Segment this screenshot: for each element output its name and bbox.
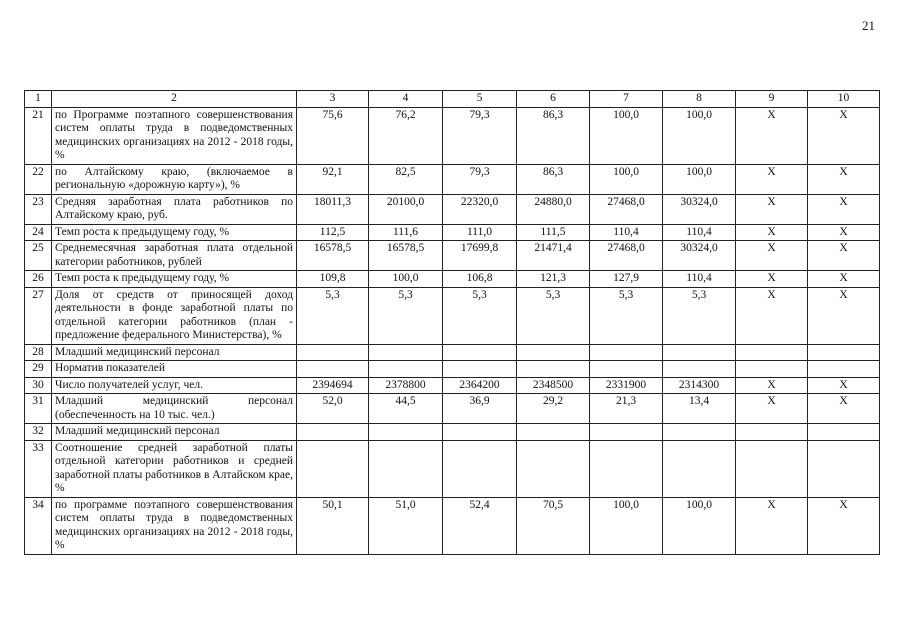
value-cell: 100,0	[663, 164, 736, 194]
value-cell: Х	[808, 271, 880, 288]
value-cell	[369, 344, 443, 361]
value-cell: 82,5	[369, 164, 443, 194]
table-row	[25, 440, 880, 497]
row-label: Темп роста к предыдущему году, %	[52, 224, 297, 241]
row-label: Младший медицинский персонал	[52, 424, 297, 441]
row-number: 24	[25, 224, 52, 241]
value-cell: 50,1	[297, 497, 369, 554]
value-cell	[517, 344, 590, 361]
value-cell: 52,0	[297, 394, 369, 424]
value-cell: 127,9	[590, 271, 663, 288]
value-cell	[297, 344, 369, 361]
value-cell: Х	[736, 287, 808, 344]
value-cell: 5,3	[517, 287, 590, 344]
row-label: Норматив показателей	[52, 361, 297, 378]
header-cell: 1	[25, 91, 52, 108]
row-number: 33	[25, 440, 52, 497]
row-number: 29	[25, 361, 52, 378]
table-row	[25, 361, 880, 378]
header-cell: 2	[52, 91, 297, 108]
table-row	[25, 107, 880, 164]
table-row	[25, 164, 880, 194]
header-cell: 5	[443, 91, 517, 108]
value-cell	[808, 361, 880, 378]
table-row	[25, 424, 880, 441]
page-number: 21	[862, 18, 875, 33]
value-cell: 100,0	[590, 497, 663, 554]
row-number: 34	[25, 497, 52, 554]
value-cell: 92,1	[297, 164, 369, 194]
value-cell: 18011,3	[297, 194, 369, 224]
value-cell: 2364200	[443, 377, 517, 394]
value-cell: 109,8	[297, 271, 369, 288]
value-cell: 2331900	[590, 377, 663, 394]
value-cell	[590, 440, 663, 497]
value-cell: Х	[736, 241, 808, 271]
header-cell: 10	[808, 91, 880, 108]
header-cell: 4	[369, 91, 443, 108]
value-cell: 5,3	[663, 287, 736, 344]
value-cell: Х	[808, 497, 880, 554]
value-cell	[663, 344, 736, 361]
table-row	[25, 377, 880, 394]
table-row	[25, 241, 880, 271]
table-row	[25, 194, 880, 224]
header-cell: 7	[590, 91, 663, 108]
row-number: 31	[25, 394, 52, 424]
row-number: 21	[25, 107, 52, 164]
table-row	[25, 271, 880, 288]
row-label: по Алтайскому краю, (включаемое в региональную «дорожную карту»), %	[52, 164, 297, 194]
value-cell: 51,0	[369, 497, 443, 554]
value-cell: 2378800	[369, 377, 443, 394]
value-cell	[808, 344, 880, 361]
value-cell: 20100,0	[369, 194, 443, 224]
value-cell	[736, 361, 808, 378]
row-label: Число получателей услуг, чел.	[52, 377, 297, 394]
row-number: 32	[25, 424, 52, 441]
value-cell	[808, 440, 880, 497]
value-cell: Х	[736, 271, 808, 288]
value-cell: 86,3	[517, 164, 590, 194]
row-label: Младший медицинский персонал	[52, 344, 297, 361]
value-cell: 27468,0	[590, 194, 663, 224]
value-cell: 100,0	[369, 271, 443, 288]
value-cell: Х	[808, 394, 880, 424]
value-cell: 112,5	[297, 224, 369, 241]
value-cell	[297, 440, 369, 497]
value-cell: 76,2	[369, 107, 443, 164]
table-row	[25, 344, 880, 361]
value-cell: Х	[736, 107, 808, 164]
value-cell: 21,3	[590, 394, 663, 424]
value-cell: 79,3	[443, 164, 517, 194]
header-row	[25, 91, 880, 108]
row-number: 30	[25, 377, 52, 394]
value-cell: Х	[736, 394, 808, 424]
value-cell	[443, 361, 517, 378]
header-cell: 8	[663, 91, 736, 108]
value-cell: 100,0	[590, 164, 663, 194]
value-cell: 27468,0	[590, 241, 663, 271]
value-cell	[736, 424, 808, 441]
value-cell: 100,0	[663, 497, 736, 554]
value-cell: Х	[808, 287, 880, 344]
value-cell: 5,3	[590, 287, 663, 344]
value-cell: 2394694	[297, 377, 369, 394]
value-cell: Х	[808, 377, 880, 394]
value-cell: 111,0	[443, 224, 517, 241]
value-cell: 13,4	[663, 394, 736, 424]
value-cell	[369, 361, 443, 378]
value-cell: 100,0	[590, 107, 663, 164]
value-cell: Х	[808, 107, 880, 164]
header-cell: 9	[736, 91, 808, 108]
row-number: 27	[25, 287, 52, 344]
table-row	[25, 224, 880, 241]
value-cell: 86,3	[517, 107, 590, 164]
value-cell: 30324,0	[663, 194, 736, 224]
value-cell	[590, 361, 663, 378]
value-cell: 111,5	[517, 224, 590, 241]
value-cell: 16578,5	[369, 241, 443, 271]
value-cell: Х	[736, 164, 808, 194]
value-cell: 21471,4	[517, 241, 590, 271]
value-cell	[443, 440, 517, 497]
value-cell: Х	[736, 224, 808, 241]
value-cell: 52,4	[443, 497, 517, 554]
value-cell: 5,3	[369, 287, 443, 344]
row-label: Младший медицинский персонал (обеспеченность на 10 тыс. чел.)	[52, 394, 297, 424]
value-cell	[663, 440, 736, 497]
row-label: Средняя заработная плата работников по Алтайскому краю, руб.	[52, 194, 297, 224]
value-cell	[297, 424, 369, 441]
row-label: Среднемесячная заработная плата отдельной категории работников, рублей	[52, 241, 297, 271]
value-cell	[663, 424, 736, 441]
value-cell: 70,5	[517, 497, 590, 554]
row-number: 22	[25, 164, 52, 194]
value-cell	[369, 440, 443, 497]
value-cell: 2348500	[517, 377, 590, 394]
value-cell	[808, 424, 880, 441]
value-cell: 121,3	[517, 271, 590, 288]
row-number: 28	[25, 344, 52, 361]
row-label: Темп роста к предыдущему году, %	[52, 271, 297, 288]
value-cell: 30324,0	[663, 241, 736, 271]
value-cell	[590, 424, 663, 441]
value-cell: 36,9	[443, 394, 517, 424]
value-cell	[443, 424, 517, 441]
value-cell: 79,3	[443, 107, 517, 164]
row-number: 25	[25, 241, 52, 271]
row-label: Соотношение средней заработной платы отдельной категории работников и средней заработной платы работников в Алтайском крае, %	[52, 440, 297, 497]
value-cell: 110,4	[590, 224, 663, 241]
value-cell: 110,4	[663, 224, 736, 241]
value-cell	[517, 361, 590, 378]
value-cell	[736, 440, 808, 497]
value-cell	[443, 344, 517, 361]
value-cell: 106,8	[443, 271, 517, 288]
value-cell: 5,3	[297, 287, 369, 344]
row-label: по Программе поэтапного совершенствования систем оплаты труда в подведомственных медицинских организациях на 2012 - 2018 годы, %	[52, 107, 297, 164]
value-cell: 24880,0	[517, 194, 590, 224]
table-row	[25, 394, 880, 424]
data-table	[24, 90, 880, 555]
value-cell: 22320,0	[443, 194, 517, 224]
value-cell: 2314300	[663, 377, 736, 394]
row-number: 23	[25, 194, 52, 224]
value-cell: Х	[736, 497, 808, 554]
value-cell: 16578,5	[297, 241, 369, 271]
value-cell: Х	[808, 241, 880, 271]
header-cell: 3	[297, 91, 369, 108]
value-cell	[736, 344, 808, 361]
value-cell: Х	[808, 194, 880, 224]
value-cell	[590, 344, 663, 361]
value-cell: 29,2	[517, 394, 590, 424]
value-cell: 17699,8	[443, 241, 517, 271]
value-cell: 111,6	[369, 224, 443, 241]
value-cell	[663, 361, 736, 378]
value-cell: Х	[808, 164, 880, 194]
value-cell: Х	[736, 194, 808, 224]
value-cell: 75,6	[297, 107, 369, 164]
table-row	[25, 497, 880, 554]
value-cell	[297, 361, 369, 378]
value-cell	[517, 424, 590, 441]
value-cell: 5,3	[443, 287, 517, 344]
row-label: Доля от средств от приносящей доход деятельности в фонде заработной платы по отдельной категории работников (план - предложение федерального Министерства), %	[52, 287, 297, 344]
value-cell: Х	[808, 224, 880, 241]
value-cell: 44,5	[369, 394, 443, 424]
value-cell	[369, 424, 443, 441]
header-cell: 6	[517, 91, 590, 108]
table-row	[25, 287, 880, 344]
value-cell: 110,4	[663, 271, 736, 288]
value-cell	[517, 440, 590, 497]
value-cell: 100,0	[663, 107, 736, 164]
row-number: 26	[25, 271, 52, 288]
value-cell: Х	[736, 377, 808, 394]
row-label: по программе поэтапного совершенствования систем оплаты труда в подведомственных медицинских организациях на 2012 - 2018 годы, %	[52, 497, 297, 554]
